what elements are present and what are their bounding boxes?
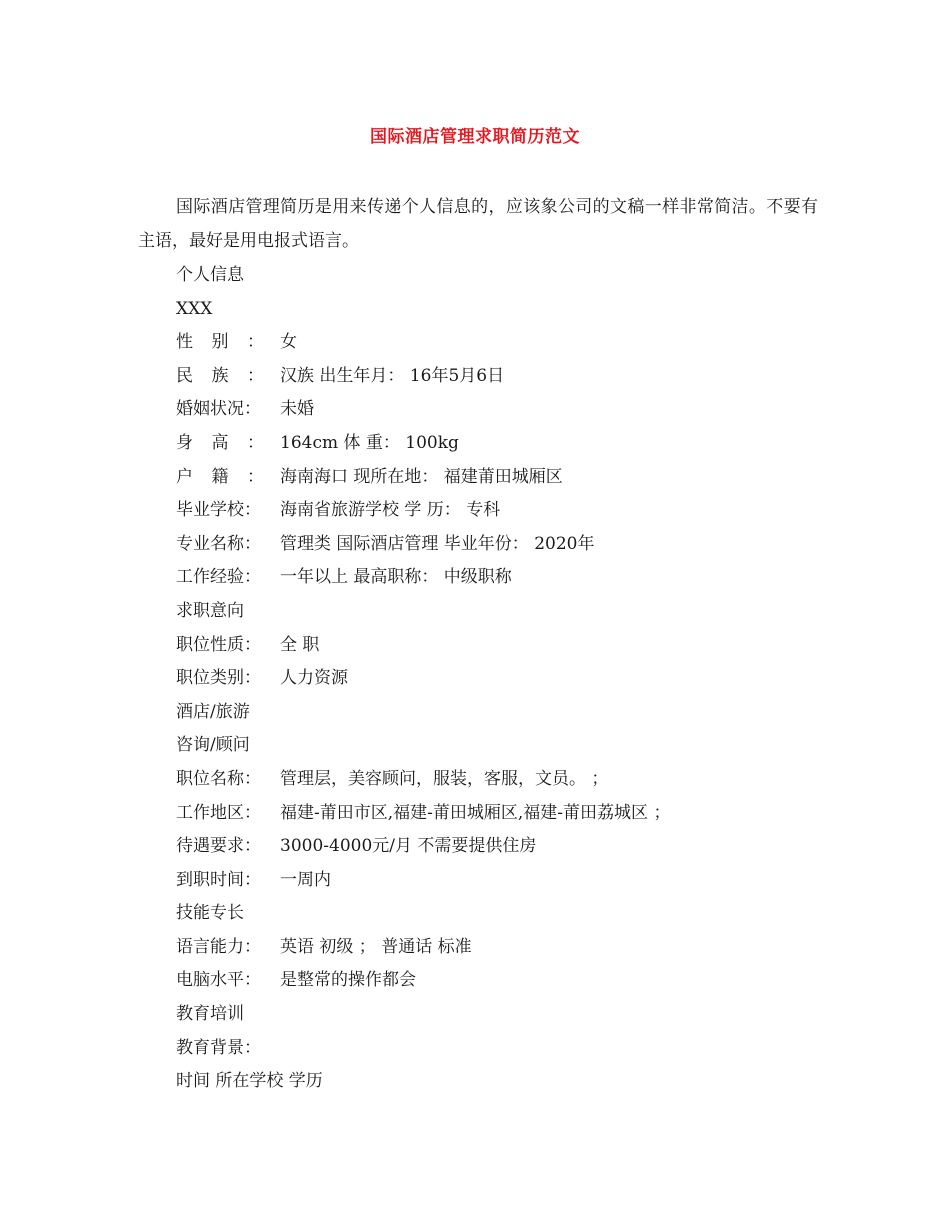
field-salary [176,830,836,864]
field-value: 164cm 体 重： 100kg [280,432,459,453]
field-marital [176,393,836,427]
field-school [176,494,836,528]
education-table-header: 时间 所在学校 学历 [176,1071,323,1092]
resume-body [176,259,836,1099]
field-gender [176,326,836,360]
field-value: 未婚 [280,399,314,420]
field-value: 人力资源 [280,668,348,689]
field-label: 工作经验： [176,567,261,588]
field-label: 语言能力： [176,936,261,957]
field-label: 职位名称： [176,768,261,789]
field-label: 性别： [176,332,264,353]
field-label: 身高： [176,432,264,453]
field-value: 一年以上 最高职称： 中级职称 [280,567,512,588]
field-label: 电脑水平： [176,970,261,991]
field-value: 3000-4000元/月 不需要提供住房 [280,836,537,857]
field-work-area [176,797,836,831]
section-heading-intent: 求职意向 [176,600,244,621]
field-job-type [176,629,836,663]
field-label: 工作地区： [176,802,261,823]
field-height [176,427,836,461]
field-label: 户籍： [176,466,264,487]
document-title: 国际酒店管理求职简历范文 [370,127,580,147]
section-heading-education: 教育培训 [176,1004,244,1025]
field-value: 海南省旅游学校 学 历： 专科 [280,500,501,521]
field-start-time [176,864,836,898]
field-label: 职位类别： [176,668,261,689]
category-consult: 咨询/顾问 [176,735,250,756]
field-label: 待遇要求： [176,836,261,857]
field-language [176,931,836,965]
field-job-category [176,662,836,696]
field-value: 福建-莆田市区,福建-莆田城厢区,福建-莆田荔城区 ； [280,802,671,823]
field-label: 职位性质： [176,634,261,655]
section-heading-personal: 个人信息 [176,265,244,285]
field-experience [176,561,836,595]
field-value: 管理类 国际酒店管理 毕业年份： 2020年 [280,533,595,554]
section-heading-skills: 技能专长 [176,903,244,924]
field-label: 民族： [176,365,264,386]
field-value: 汉族 出生年月： 16年5月6日 [280,365,505,386]
field-value: 女 [280,332,297,353]
field-label: 专业名称： [176,533,261,554]
category-hotel: 酒店/旅游 [176,701,250,722]
field-label: 婚姻状况： [176,399,261,420]
field-job-title [176,763,836,797]
field-value: 海南海口 现所在地： 福建莆田城厢区 [280,466,563,487]
applicant-name: XXX [176,298,213,319]
field-ethnicity [176,360,836,394]
education-background-label: 教育背景： [176,1037,261,1058]
field-value: 英语 初级 ； 普通话 标准 [280,936,472,957]
field-label: 毕业学校： [176,500,261,521]
field-value: 一周内 [280,869,331,890]
field-computer [176,964,836,998]
field-value: 管理层，美容顾问，服装，客服，文员。 ； [280,768,609,789]
intro-paragraph: 国际酒店管理简历是用来传递个人信息的，应该象公司的文稿一样非常简洁。不要有主语，最好是用电报式语言。 [138,197,818,251]
field-label: 到职时间： [176,869,261,890]
field-value: 是整常的操作都会 [280,970,416,991]
field-value: 全 职 [280,634,320,655]
field-major [176,528,836,562]
field-hukou [176,461,836,495]
